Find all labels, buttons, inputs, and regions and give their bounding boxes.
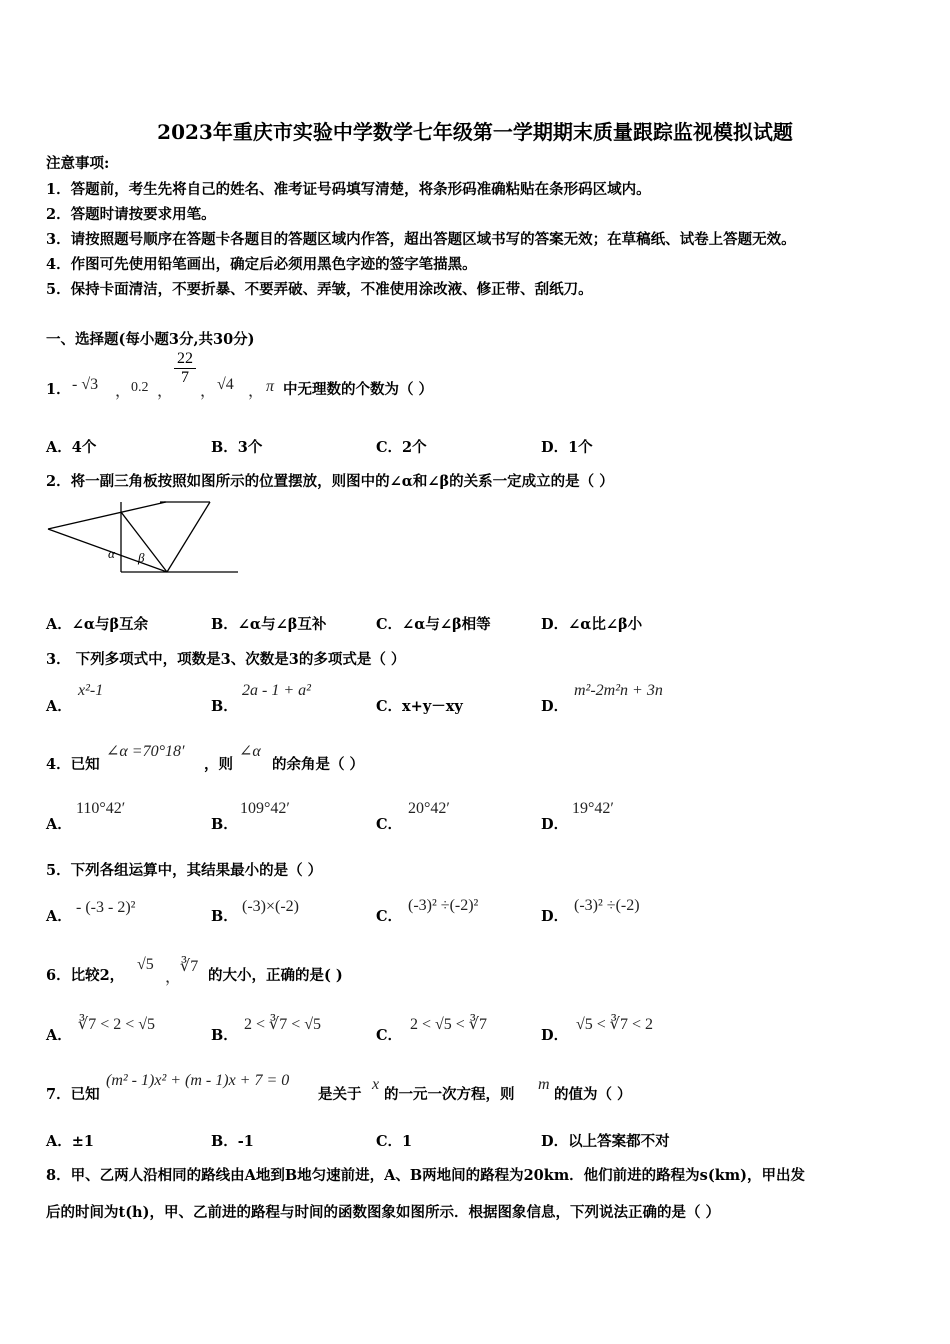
page-title: 2023年重庆市实验中学数学七年级第一学期期末质量跟踪监视模拟试题 — [157, 120, 793, 144]
option-b-math: 109°42′ — [240, 800, 290, 817]
option-b: B．3个 — [211, 439, 263, 456]
q6-sqrt5: √5 — [137, 956, 154, 973]
option-c-math: (-3)² ÷(-2)² — [408, 897, 479, 914]
q1-sep: ， — [248, 383, 265, 400]
option-b-label: B． — [211, 698, 238, 715]
option-a-label: A． — [46, 908, 72, 925]
q6-pre: 6．比较2， — [46, 967, 125, 984]
option-d: D．以上答案都不对 — [541, 1133, 670, 1150]
notice-heading: 注意事项: — [46, 155, 110, 172]
notice-item: 2．答题时请按要求用笔。 — [46, 206, 216, 223]
q4-alpha: ∠α — [239, 743, 261, 760]
q1-term: - √3 — [72, 376, 99, 393]
option-d-math: m²-2m²n + 3n — [574, 682, 663, 699]
option-b: B．-1 — [211, 1133, 254, 1150]
option-a: A．∠α与β互余 — [46, 616, 149, 633]
option-c: C．2个 — [376, 439, 427, 456]
option-c-label: C． — [376, 816, 403, 833]
q7-mid1: 是关于 — [318, 1086, 362, 1103]
q1-stem: 中无理数的个数为（ ） — [283, 381, 434, 398]
option-b-math: (-3)×(-2) — [242, 898, 299, 915]
q6-post: 的大小，正确的是( ) — [208, 967, 343, 984]
q6-cbrt7: ∛7 — [180, 958, 199, 975]
q1-sep: ， — [115, 383, 132, 400]
option-b-math: 2 < ∛7 < √5 — [244, 1016, 322, 1033]
option-d: D．∠α比∠β小 — [541, 616, 643, 633]
q2-stem: 2．将一副三角板按照如图所示的位置摆放，则图中的∠α和∠β的关系一定成立的是（ ） — [46, 473, 614, 490]
q1-term: √4 — [217, 376, 234, 393]
q6-sep: ， — [165, 969, 182, 986]
q1-term: 0.2 — [131, 380, 149, 395]
option-d-math: (-3)² ÷(-2) — [574, 897, 640, 914]
notice-item: 1．答题前，考生先将自己的姓名、准考证号码填写清楚，将条形码准确粘贴在条形码区域内。 — [46, 181, 651, 198]
q3-stem: 3． 下列多项式中，项数是3、次数是3的多项式是（ ） — [46, 651, 406, 668]
option-a: A．4个 — [46, 439, 97, 456]
q7-x: x — [372, 1076, 380, 1093]
q7-mid2: 的一元一次方程，则 — [384, 1086, 515, 1103]
fraction-denominator: 7 — [174, 368, 196, 387]
option-c-label: C． — [376, 908, 403, 925]
alpha-label: α — [108, 546, 115, 561]
option-a: A．±1 — [46, 1133, 94, 1150]
option-d-label: D． — [541, 698, 569, 715]
option-c-math: 20°42′ — [408, 800, 450, 817]
notice-item: 5．保持卡面清洁，不要折暴、不要弄破、弄皱，不准使用涂改液、修正带、刮纸刀。 — [46, 281, 593, 298]
option-a-math: - (-3 - 2)² — [76, 899, 136, 916]
option-b-label: B． — [211, 816, 238, 833]
option-d-math: √5 < ∛7 < 2 — [576, 1016, 654, 1033]
q7-m: m — [538, 1076, 550, 1093]
q4-pre: 4．已知 — [46, 756, 100, 773]
option-a-math: x²-1 — [78, 682, 104, 699]
q1-term: π — [266, 378, 275, 395]
option-d-label: D． — [541, 1027, 569, 1044]
option-b-label: B． — [211, 908, 238, 925]
option-b-math: 2a - 1 + a² — [242, 682, 311, 699]
q5-stem: 5．下列各组运算中，其结果最小的是（ ） — [46, 862, 323, 879]
option-d-label: D． — [541, 816, 569, 833]
q1-sep: ， — [200, 383, 217, 400]
fraction-numerator: 22 — [177, 350, 193, 367]
option-c-math: 2 < √5 < ∛7 — [410, 1016, 488, 1033]
q7-pre: 7．已知 — [46, 1086, 100, 1103]
q2-triangle-figure — [46, 500, 242, 578]
option-d-math: 19°42′ — [572, 800, 614, 817]
option-a-label: A． — [46, 698, 72, 715]
option-a-math: ∛7 < 2 < √5 — [78, 1016, 156, 1033]
q8-line1: 8．甲、乙两人沿相同的路线由A地到B地匀速前进，A、B两地间的路程为20km．他们前进的路程为s(km)，甲出发 — [46, 1167, 805, 1184]
notice-item: 3．请按照题号顺序在答题卡各题目的答题区域内作答，超出答题区域书写的答案无效；在草稿纸、试卷上答题无效。 — [46, 231, 796, 248]
option-a-label: A． — [46, 816, 72, 833]
option-d: D．1个 — [541, 439, 593, 456]
option-c-label: C． — [376, 1027, 403, 1044]
option-c: C．∠α与∠β相等 — [376, 616, 491, 633]
q7-post: 的值为（ ） — [554, 1086, 632, 1103]
option-a-math: 110°42′ — [76, 800, 126, 817]
q1-fraction — [174, 350, 196, 387]
option-c: C．1 — [376, 1133, 413, 1150]
option-b-label: B． — [211, 1027, 238, 1044]
option-b: B．∠α与∠β互补 — [211, 616, 327, 633]
q4-given: ∠α =70°18′ — [106, 743, 185, 760]
q7-equation: (m² - 1)x² + (m - 1)x + 7 = 0 — [106, 1072, 290, 1089]
q1-sep: ， — [157, 383, 174, 400]
notice-item: 4．作图可先使用铅笔画出，确定后必须用黑色字迹的签字笔描黑。 — [46, 256, 477, 273]
option-c: C．x+y－xy — [376, 698, 463, 715]
option-a-label: A． — [46, 1027, 72, 1044]
question-number: 1． — [46, 381, 71, 398]
q4-mid: ，则 — [204, 756, 233, 773]
beta-label: β — [138, 550, 145, 565]
option-d-label: D． — [541, 908, 569, 925]
q4-post: 的余角是（ ） — [272, 756, 365, 773]
q8-line2: 后的时间为t(h)，甲、乙前进的路程与时间的函数图象如图所示．根据图象信息，下列说法正确的是（ ） — [46, 1204, 721, 1221]
section-heading: 一、选择题(每小题3分,共30分) — [46, 331, 255, 348]
